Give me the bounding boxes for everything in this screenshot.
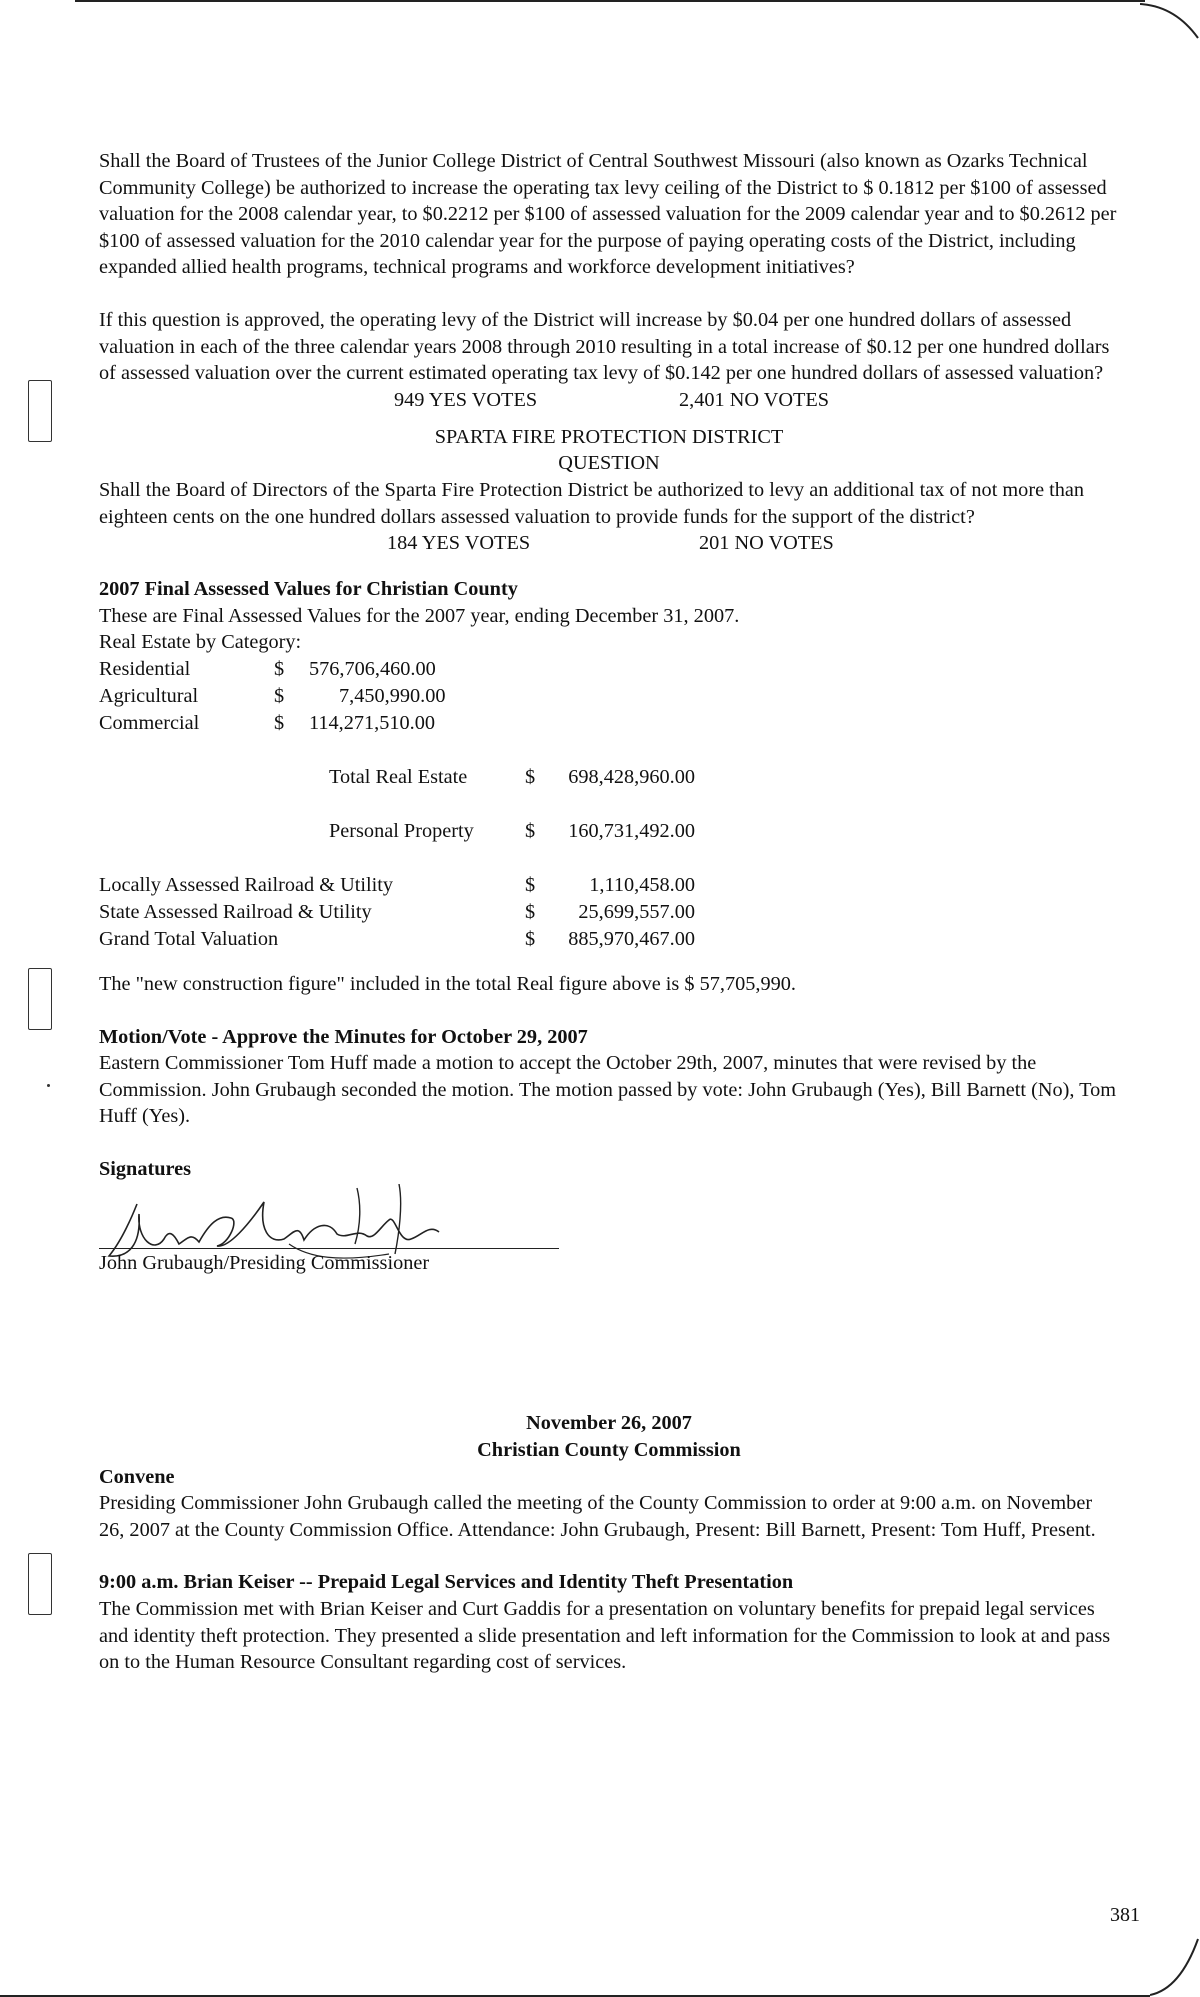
sparta-no-votes: 201 NO VOTES xyxy=(699,532,834,555)
sparta-question-text: Shall the Board of Directors of the Sparta Fire Protection District be authorized to levy an additional tax of not more than eighteen cents on the one hundred dollars assessed valuation to provide funds for the support of the district? xyxy=(99,478,1085,528)
presentation-text: The Commission met with Brian Keiser and Curt Gaddis for a presentation on voluntary benefits for prepaid legal services and identity theft protection. They presented a slide presentation and left information for the Commission to look at and pass on to the Human Resource Consultant regarding cost of services. xyxy=(99,1598,1111,1674)
total-real-estate-amount: 698,428,960.00 xyxy=(568,765,695,788)
levy-yes-votes: 949 YES VOTES xyxy=(394,388,538,411)
sparta-heading: SPARTA FIRE PROTECTION DISTRICT xyxy=(434,425,784,448)
currency-sign: $ xyxy=(274,684,285,707)
state-assessed-amount: 25,699,557.00 xyxy=(578,900,695,923)
total-real-estate-label: Total Real Estate xyxy=(329,765,468,788)
currency-sign: $ xyxy=(525,873,536,896)
category-label: Commercial xyxy=(99,711,200,734)
valuation-totals xyxy=(99,738,1119,950)
currency-sign: $ xyxy=(274,657,285,680)
motion-heading: Motion/Vote - Approve the Minutes for October 29, 2007 xyxy=(99,1025,588,1048)
signature-block xyxy=(99,1182,1119,1302)
page-corner-bottom xyxy=(1150,1937,1200,1997)
levy-no-votes: 2,401 NO VOTES xyxy=(679,388,830,411)
page-corner-top xyxy=(1140,0,1200,40)
assessed-category-label: Real Estate by Category: xyxy=(99,631,302,654)
levy-vote-results xyxy=(99,387,1119,414)
currency-sign: $ xyxy=(274,711,285,734)
currency-sign: $ xyxy=(525,900,536,923)
locally-assessed-label: Locally Assessed Railroad & Utility xyxy=(99,873,394,896)
sparta-subheading: QUESTION xyxy=(558,452,660,475)
assessed-intro: These are Final Assessed Values for the 2007 year, ending December 31, 2007. xyxy=(99,604,740,627)
personal-property-row xyxy=(99,818,699,845)
grand-total-amount: 885,970,467.00 xyxy=(568,927,695,950)
state-assessed-label: State Assessed Railroad & Utility xyxy=(99,900,372,923)
locally-assessed-amount: 1,110,458.00 xyxy=(589,873,695,896)
page-top-edge xyxy=(75,0,1145,5)
binder-hole-mark xyxy=(28,1553,52,1615)
meeting-body: Christian County Commission xyxy=(477,1439,741,1462)
binder-hole-mark xyxy=(28,968,52,1030)
sparta-vote-results xyxy=(99,530,1119,557)
motion-text: Eastern Commissioner Tom Huff made a motion to accept the October 29th, 2007, minutes that were revised by the Commission. John Grubaugh seconded the motion. The motion passed by vote: John Grubaugh (Yes), Bill Barnett (No), Tom Huff (Yes). xyxy=(99,1052,1117,1128)
new-construction-note: The "new construction figure" included in the total Real figure above is $ 57,705,990. xyxy=(99,972,796,995)
page-number: 381 xyxy=(1110,1904,1140,1926)
category-label: Residential xyxy=(99,657,191,680)
presentation-heading: 9:00 a.m. Brian Keiser -- Prepaid Legal Services and Identity Theft Presentation xyxy=(99,1571,794,1594)
personal-property-amount: 160,731,492.00 xyxy=(568,819,695,842)
grand-total-label: Grand Total Valuation xyxy=(99,927,279,950)
convene-text: Presiding Commissioner John Grubaugh called the meeting of the County Commission to order at 9:00 a.m. on November 26, 2007 at the County Commission Office. Attendance: John Grubaugh, Present: Bill Barnett, Present: Tom Huff, Present. xyxy=(99,1492,1096,1541)
scan-speck xyxy=(47,1084,50,1087)
state-assessed-row xyxy=(99,899,699,926)
currency-sign: $ xyxy=(525,819,536,842)
category-amount: 114,271,510.00 xyxy=(309,711,436,734)
signatures-heading: Signatures xyxy=(99,1157,192,1180)
total-real-estate-row xyxy=(99,764,699,791)
levy-question-text: Shall the Board of Trustees of the Junior College District of Central Southwest Missouri (also known as Ozarks Technical Community College) be authorized to increase the operating tax levy ceiling of the District to $ 0.1812 per $100 of assessed valuation for the 2008 calendar year, to $0.2212 per $100 of assessed valuation for the 2009 calendar year and to $0.2612 per $100 of assessed valuation for the 2010 calendar year for the purpose of paying operating costs of the District, including expanded allied health programs, technical programs and workforce development initiatives? xyxy=(99,150,1117,279)
assessed-heading: 2007 Final Assessed Values for Christian County xyxy=(99,578,518,601)
personal-property-label: Personal Property xyxy=(329,819,474,842)
currency-sign: $ xyxy=(525,927,536,950)
document-body xyxy=(99,148,1119,1676)
locally-assessed-row xyxy=(99,872,699,899)
binder-hole-mark xyxy=(28,380,52,442)
category-amount: 576,706,460.00 xyxy=(309,657,436,680)
signature-caption: John Grubaugh/Presiding Commissioner xyxy=(99,1252,430,1275)
levy-question-explanation: If this question is approved, the operating levy of the District will increase by $0.04 per one hundred dollars of assessed valuation in each of the three calendar years 2008 through 2010 resulting in a total increase of $0.12 per one hundred dollars of assessed valuation over the current estimated operating tax levy of $0.142 per one hundred dollars of assessed valuation? xyxy=(99,308,1110,385)
currency-sign: $ xyxy=(525,765,536,788)
category-amount: 7,450,990.00 xyxy=(339,684,446,707)
signature-line xyxy=(99,1248,559,1249)
category-values xyxy=(99,656,1119,738)
sparta-yes-votes: 184 YES VOTES xyxy=(387,532,531,555)
convene-heading: Convene xyxy=(99,1465,175,1488)
category-label: Agricultural xyxy=(99,684,199,707)
meeting-date: November 26, 2007 xyxy=(526,1412,692,1435)
grand-total-row xyxy=(99,926,699,953)
